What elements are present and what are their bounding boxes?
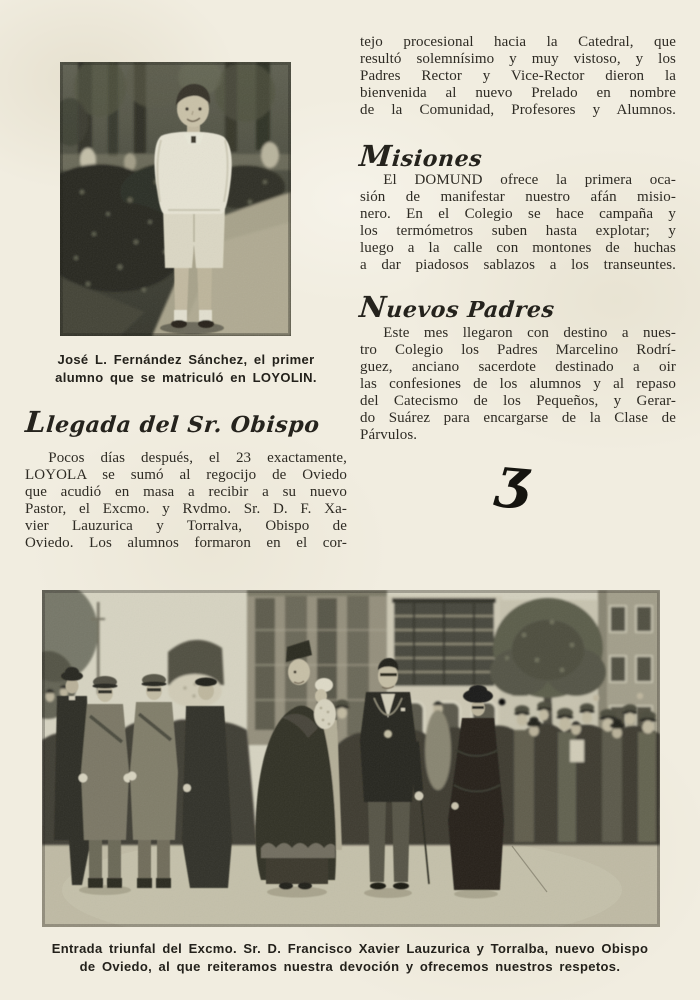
text-line: de la Comunidad, Profesores y Alumnos.	[360, 102, 676, 118]
caption-line: Entrada triunfal del Excmo. Sr. D. Francisco Xavier Lauzurica y Torralba, nuevo Obispo	[51, 941, 649, 956]
paragraph-continuation	[360, 34, 676, 119]
text-line: do Suárez para encargarse de la Clase de	[360, 410, 676, 426]
caption-line: alumno que se matriculó en LOYOLIN.	[55, 370, 317, 385]
text-line: Pocos días después, el 23 exactamente,	[48, 450, 347, 466]
text-line: luego a la calle con montones de huchas	[360, 240, 676, 256]
text-line: resultó solemnísimo y muy vistoso, y los	[360, 51, 676, 67]
section-heading-llegada: Llegada del Sr. Obispo	[24, 405, 321, 439]
procession-photo-caption	[20, 940, 680, 976]
text-line: tejo procesional hacia la Catedral, que	[360, 34, 676, 50]
text-line: vier Lauzurica y Torralva, Obispo de	[25, 518, 347, 534]
text-line: Este mes llegaron con destino a nues-	[383, 325, 676, 341]
text-line: los termómetros suben hasta explotar; y	[360, 223, 676, 239]
text-line: las confesiones de los alumnos y al repaso	[360, 376, 676, 392]
procession-photo-illustration	[42, 590, 660, 927]
boy-photo-illustration	[60, 62, 291, 336]
caption-line: de Oviedo, al que reiteramos nuestra devoción y ofrecemos nuestros respetos.	[79, 959, 621, 974]
text-line: nero. En el Colegio se hace campaña y	[360, 206, 676, 222]
text-line: Padres Rector y Vice-Rector dieron la	[360, 68, 676, 84]
text-line: sión de manifestar nuestro afán misio-	[360, 189, 676, 205]
section-heading-misiones: Misiones	[358, 139, 484, 173]
procession-photo	[42, 590, 660, 927]
paragraph-misiones	[360, 172, 676, 274]
text-line: guez, anciano sacerdote destinado a oir	[360, 359, 676, 375]
text-line: del Catecismo de los Pequeños, y Gerar-	[360, 393, 676, 409]
calligraphic-ornament: ʒ	[494, 443, 532, 513]
text-line: que acudió en masa a recibir a su nuevo	[25, 484, 347, 500]
text-line: tro Colegio los Padres Marcelino Rodrí-	[360, 342, 676, 358]
boy-photo	[60, 62, 291, 336]
text-line: LOYOLA se sumó al regocijo de Oviedo	[25, 467, 347, 483]
paragraph-llegada	[25, 450, 347, 552]
text-line: El DOMUND ofrece la primera oca-	[383, 172, 676, 188]
paragraph-nuevos-padres	[360, 325, 676, 444]
boy-photo-caption	[26, 351, 346, 387]
text-line: bienvenida al nuevo Prelado en nombre	[360, 85, 676, 101]
text-line: Pastor, el Excmo. y Rvdmo. Sr. D. F. Xa-	[25, 501, 347, 517]
caption-line: José L. Fernández Sánchez, el primer	[57, 352, 315, 367]
text-line: Oviedo. Los alumnos formaron en el cor-	[25, 535, 347, 551]
section-heading-nuevos-padres: Nuevos Padres	[358, 290, 556, 324]
text-line: a dar piadosos sablazos a los transeuntes.	[360, 257, 676, 273]
text-line: Párvulos.	[360, 427, 418, 443]
